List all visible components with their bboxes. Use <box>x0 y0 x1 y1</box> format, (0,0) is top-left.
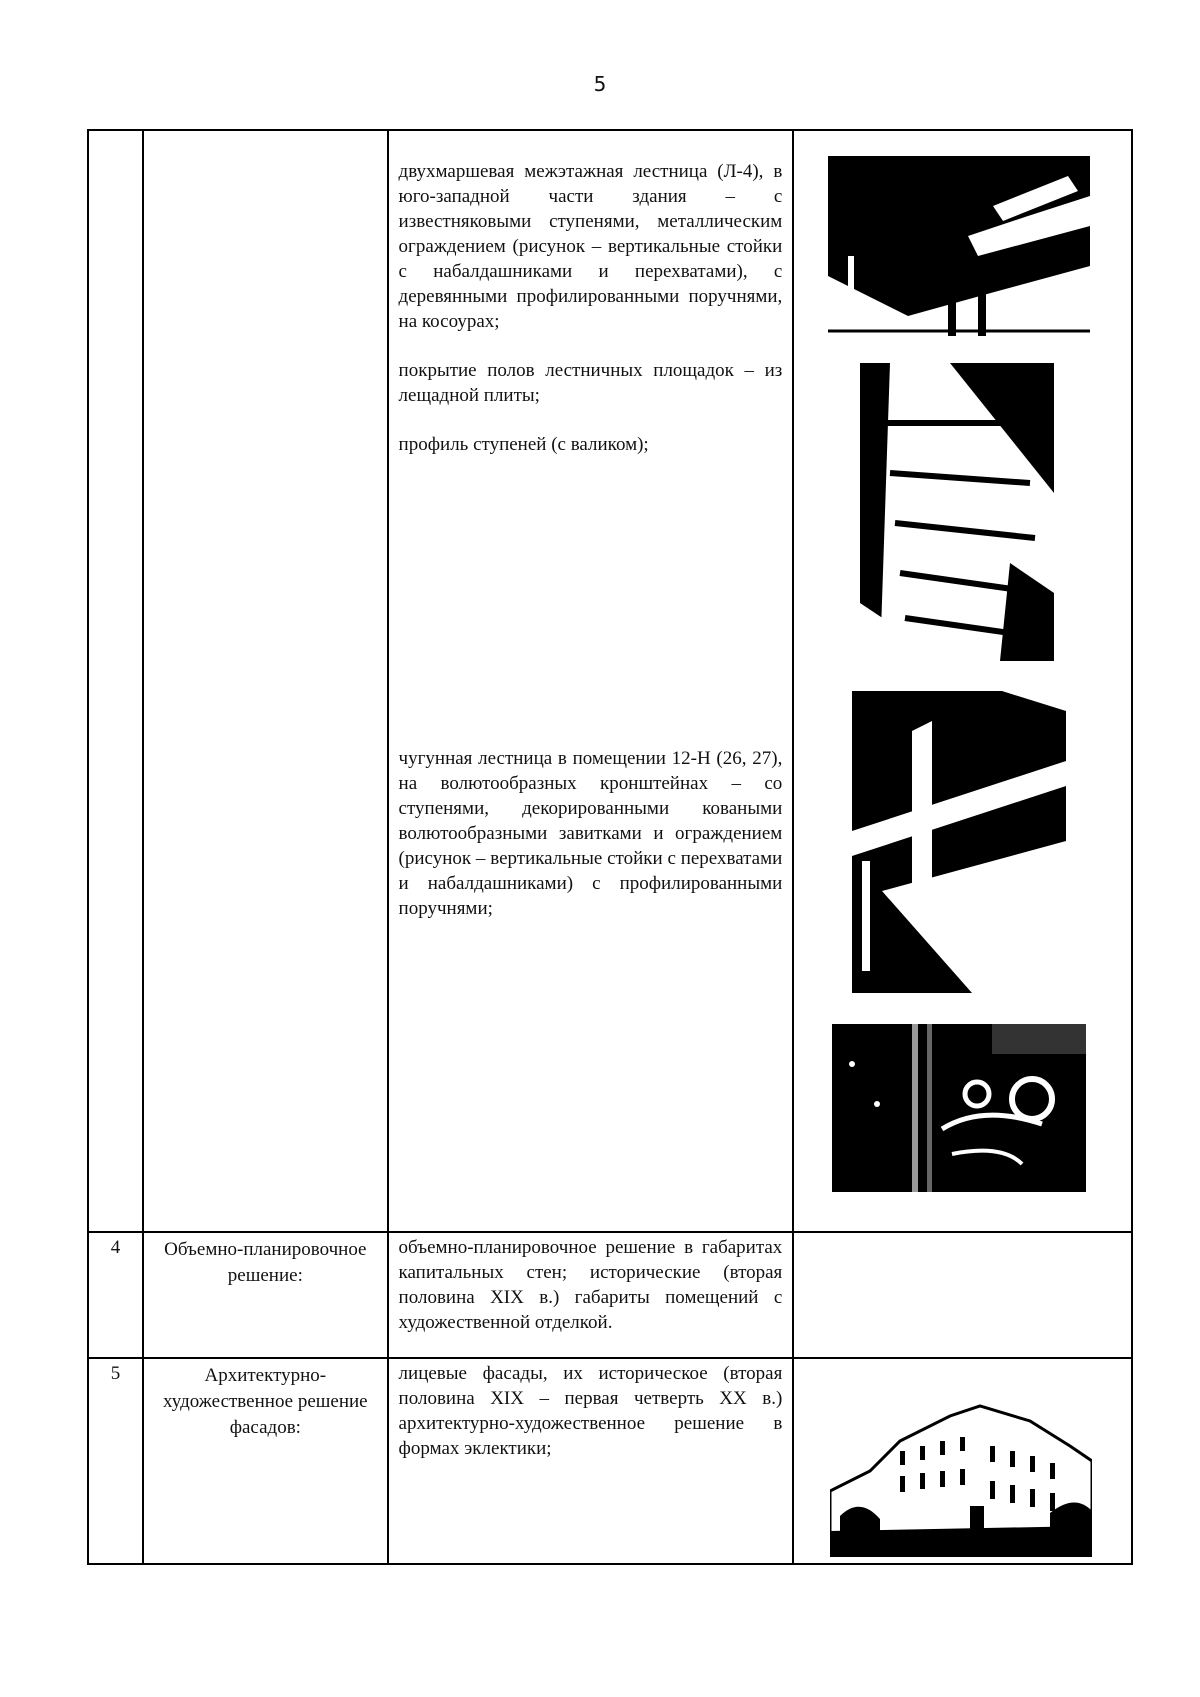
paragraph: профиль ступеней (с валиком); <box>398 434 649 455</box>
cast-iron-stair-photo <box>852 691 1066 993</box>
row-name: Архитектурно-художественное решение фасадов: <box>143 1358 387 1564</box>
volute-bracket-photo <box>832 1024 1086 1192</box>
step-profile-photo <box>860 363 1054 661</box>
protection-subject-table <box>87 129 1133 1565</box>
paragraph: лицевые фасады, их историческое (вторая половина XIX – первая четверть XX в.) архитектурно-художественное решение в формах эклектики; <box>398 1363 783 1459</box>
paragraph: двухмаршевая межэтажная лестница (Л-4), в юго-западной части здания – с известняковыми ступенями, металлическим ограждением (рисунок – вертикальные стойки с набалдашниками и перехватами), с деревянными профилированными поручнями, на косоурах; <box>398 161 783 332</box>
row-description <box>388 1232 794 1358</box>
row-number: 4 <box>88 1232 143 1358</box>
row-photos <box>793 1358 1132 1564</box>
row-photos <box>793 130 1132 1232</box>
row-photos <box>793 1232 1132 1358</box>
row-description <box>388 1358 794 1564</box>
row-number <box>88 130 143 1232</box>
stair-railing-photo <box>828 156 1090 336</box>
row-number: 5 <box>88 1358 143 1564</box>
paragraph: объемно-планировочное решение в габаритах капитальных стен; исторические (вторая половина XIX в.) габариты помещений с художественной отделкой. <box>398 1237 783 1333</box>
paragraph: покрытие полов лестничных площадок – из лещадной плиты; <box>398 360 783 406</box>
row-name <box>143 130 387 1232</box>
table-row <box>88 1232 1132 1358</box>
page-number: 5 <box>593 72 607 96</box>
row-name: Объемно-планировочное решение: <box>143 1232 387 1358</box>
table-row <box>88 130 1132 1232</box>
row-description <box>388 130 794 1232</box>
table-row <box>88 1358 1132 1564</box>
paragraph: чугунная лестница в помещении 12-Н (26, 27), на волютообразных кронштейнах – со ступенями, декорированными коваными волютообразными завитками и ограждением (рисунок – вертикальные стойки с перехватами и набалдашниками) с профилированными поручнями; <box>398 748 783 919</box>
facade-photo <box>830 1401 1092 1557</box>
